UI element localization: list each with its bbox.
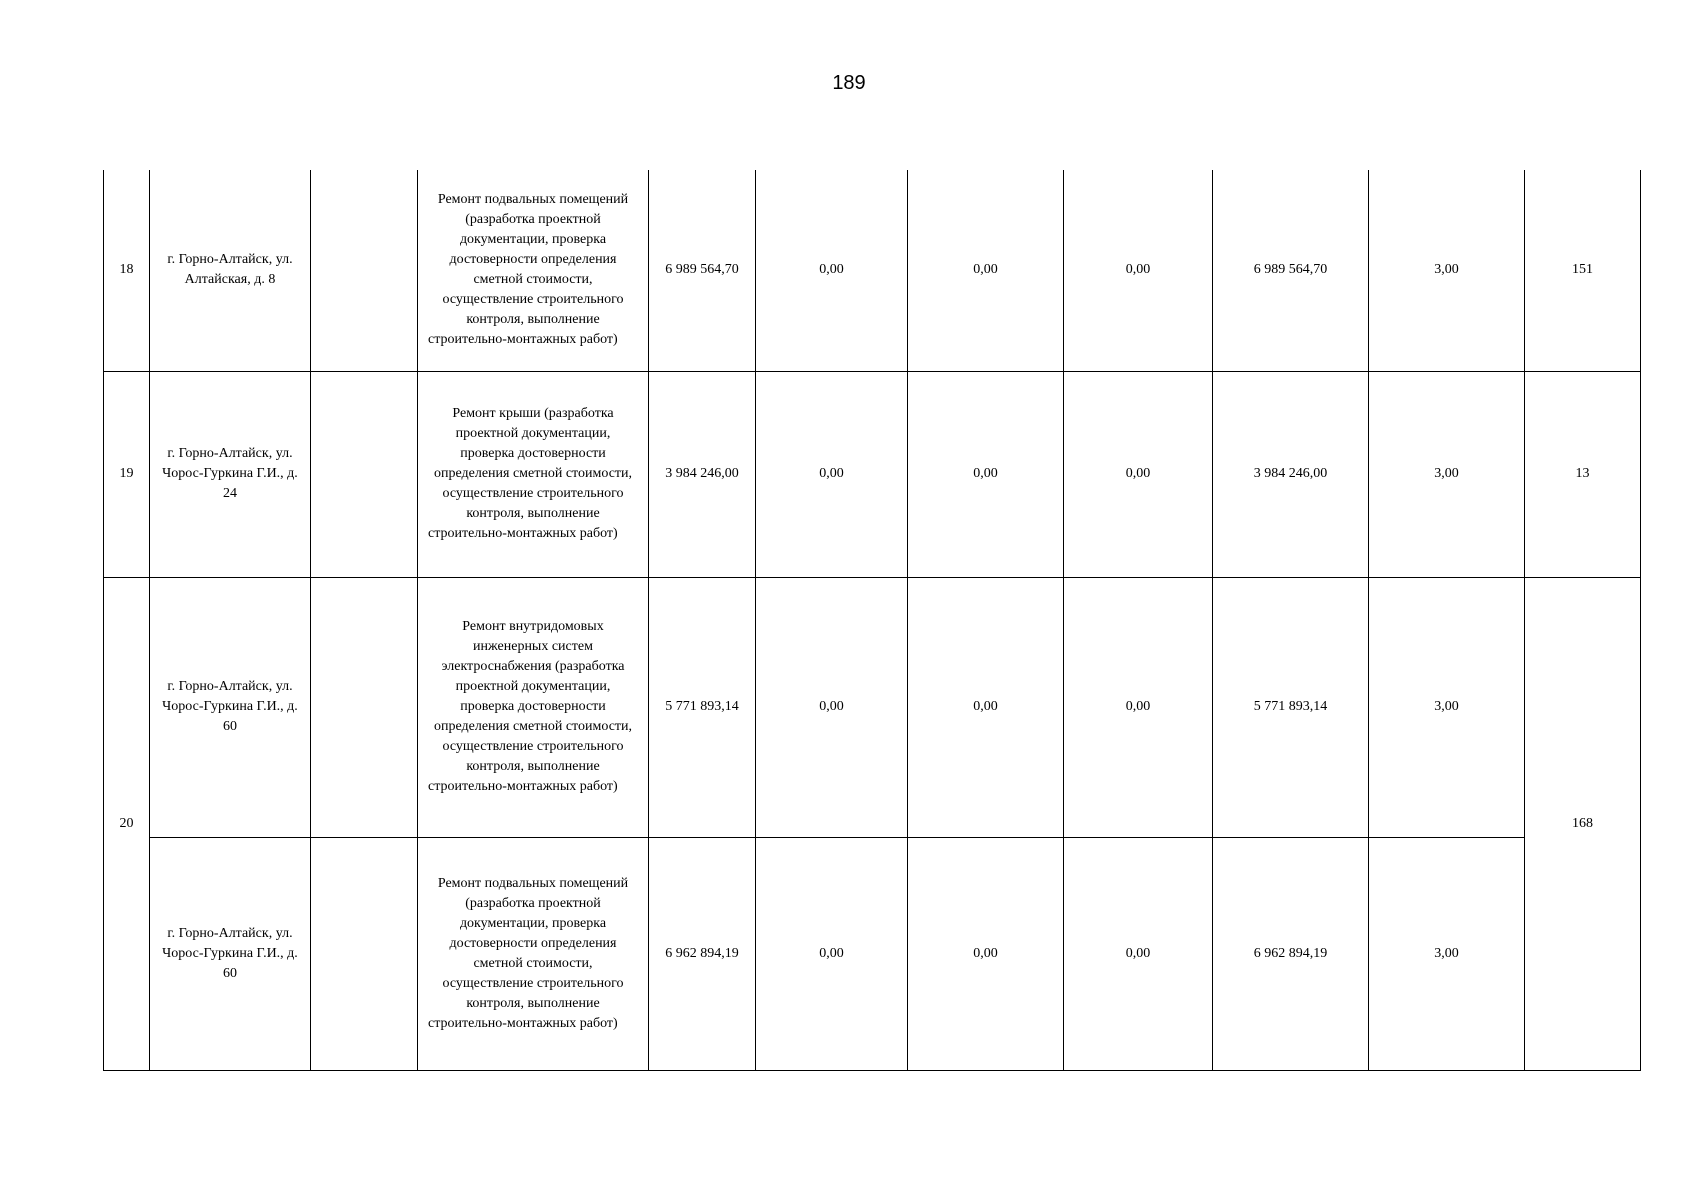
work-description-cell: Ремонт подвальных помещений (разработка проектной документации, проверка достоверности определения сметной стоимости, осуществление строительного контроля, выполнение строительно-монтажных работ) — [418, 170, 649, 371]
page-number: 189 — [832, 72, 866, 94]
value-cell-2: 0,00 — [908, 170, 1064, 371]
rate-cell: 3,00 — [1369, 577, 1525, 837]
value-cell-4: 6 962 894,19 — [1213, 837, 1369, 1070]
last-column-cell: 151 — [1525, 170, 1641, 371]
table-row — [104, 170, 1641, 371]
value-cell-2: 0,00 — [908, 371, 1064, 577]
value-cell-1: 0,00 — [756, 170, 908, 371]
value-cell-4: 3 984 246,00 — [1213, 371, 1369, 577]
value-cell-4: 6 989 564,70 — [1213, 170, 1369, 371]
row-number: 20 — [104, 577, 150, 1070]
value-cell-3: 0,00 — [1064, 837, 1213, 1070]
row-number: 19 — [104, 371, 150, 577]
empty-cell — [311, 577, 418, 837]
address-cell: г. Горно-Алтайск, ул. Алтайская, д. 8 — [150, 170, 311, 371]
last-column-cell: 13 — [1525, 371, 1641, 577]
work-description-cell: Ремонт внутридомовых инженерных систем электроснабжения (разработка проектной документации, проверка достоверности определения сметной стоимости, осуществление строительного контроля, выполнение строительно-монтажных работ) — [418, 577, 649, 837]
empty-cell — [311, 371, 418, 577]
rate-cell: 3,00 — [1369, 170, 1525, 371]
rate-cell: 3,00 — [1369, 837, 1525, 1070]
value-cell-1: 0,00 — [756, 837, 908, 1070]
repair-program-table — [103, 170, 1641, 1071]
table-row — [104, 577, 1641, 837]
rate-cell: 3,00 — [1369, 371, 1525, 577]
value-cell-3: 0,00 — [1064, 170, 1213, 371]
total-cost-cell: 6 962 894,19 — [649, 837, 756, 1070]
value-cell-1: 0,00 — [756, 371, 908, 577]
value-cell-2: 0,00 — [908, 837, 1064, 1070]
address-cell: г. Горно-Алтайск, ул. Чорос-Гуркина Г.И., д. 60 — [150, 577, 311, 837]
work-description-cell: Ремонт крыши (разработка проектной документации, проверка достоверности определения сметной стоимости, осуществление строительного контроля, выполнение строительно-монтажных работ) — [418, 371, 649, 577]
empty-cell — [311, 170, 418, 371]
table-row — [104, 371, 1641, 577]
total-cost-cell: 6 989 564,70 — [649, 170, 756, 371]
address-cell: г. Горно-Алтайск, ул. Чорос-Гуркина Г.И., д. 24 — [150, 371, 311, 577]
value-cell-2: 0,00 — [908, 577, 1064, 837]
value-cell-3: 0,00 — [1064, 577, 1213, 837]
last-column-cell: 168 — [1525, 577, 1641, 1070]
value-cell-1: 0,00 — [756, 577, 908, 837]
table-row — [104, 837, 1641, 1070]
value-cell-4: 5 771 893,14 — [1213, 577, 1369, 837]
value-cell-3: 0,00 — [1064, 371, 1213, 577]
address-cell: г. Горно-Алтайск, ул. Чорос-Гуркина Г.И., д. 60 — [150, 837, 311, 1070]
work-description-cell: Ремонт подвальных помещений (разработка проектной документации, проверка достоверности определения сметной стоимости, осуществление строительного контроля, выполнение строительно-монтажных работ) — [418, 837, 649, 1070]
total-cost-cell: 5 771 893,14 — [649, 577, 756, 837]
total-cost-cell: 3 984 246,00 — [649, 371, 756, 577]
empty-cell — [311, 837, 418, 1070]
row-number: 18 — [104, 170, 150, 371]
